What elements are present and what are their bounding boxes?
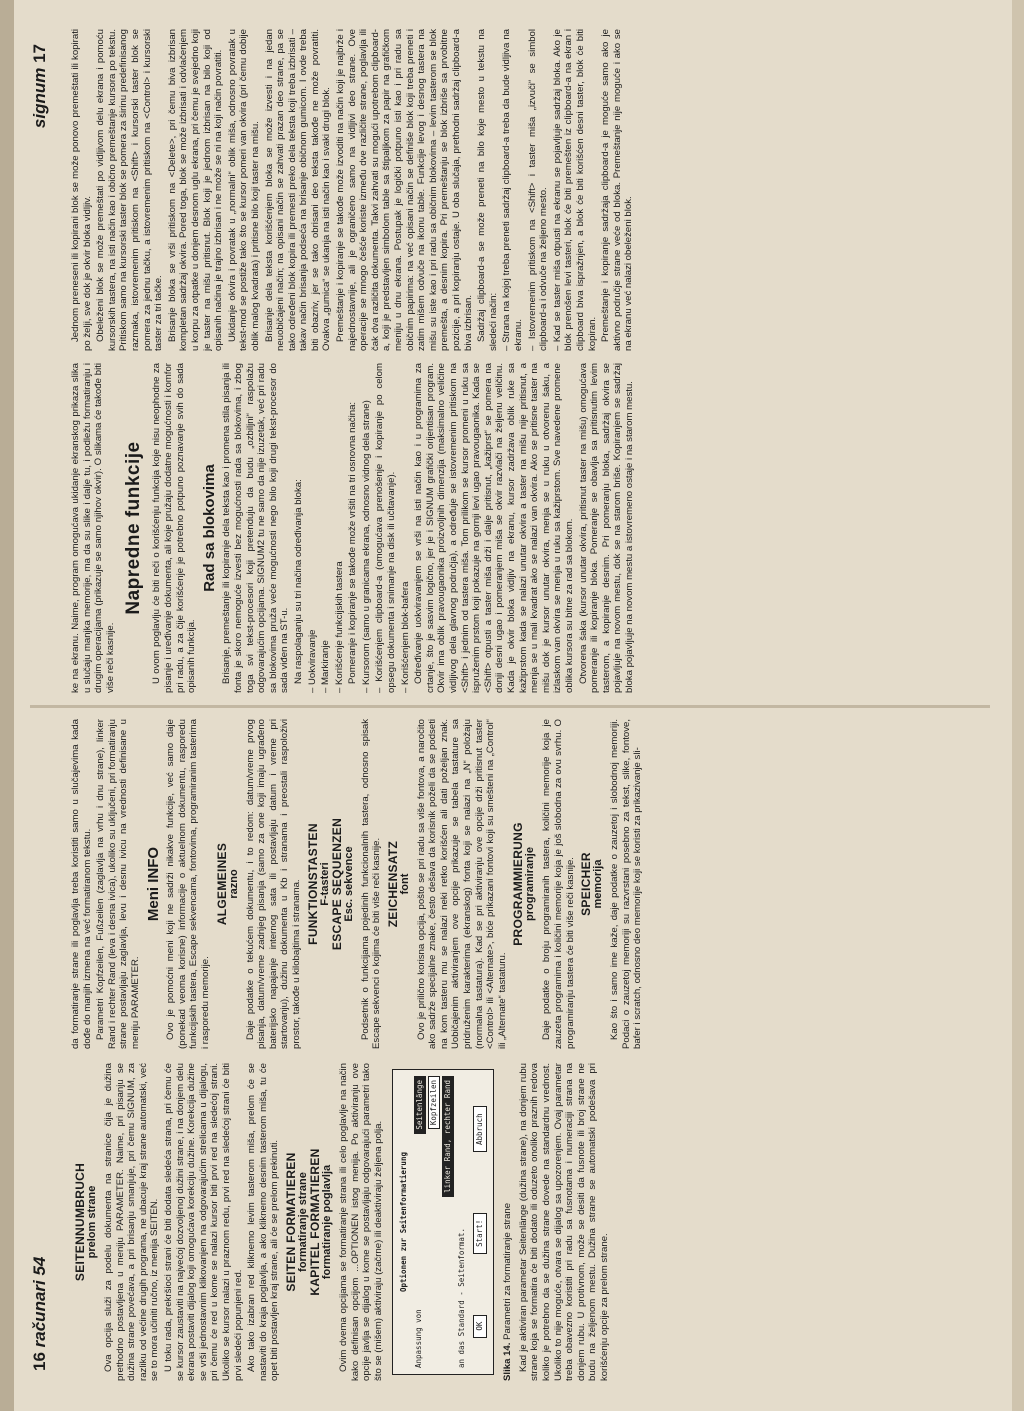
right-page — [70, 19, 950, 699]
dialog-row — [428, 1076, 440, 1368]
heading-subtitle: formatiranje poglavlja — [320, 1164, 333, 1280]
paragraph: Ovim dvema opcijama se formatiranje strana ili celo poglavlje na način kako definisan opcijom ...OPTIONEN istog menija. Po aktiviranju ove opcije javlja se dijalog u kome se postavljaju odgovarajući parametri tako što se (mišem) aktiviraju (začrne) ili deaktiviraju željena polja. — [337, 1063, 384, 1381]
heading-title: SPEICHER — [579, 852, 594, 916]
paragraph: U ovom poglavlju će biti reči o korišćenju funkcija koje nisu neophodne za pisanje i uređivanje dokumenta, ali koje pružaju dodatne mogućnosti i komfor pri radu, a za čije korišćenje je potrebno potpuno poznavanje svih do sada opisanih funkcija. — [151, 363, 198, 693]
heading-title: ESCAPE SEQUENZEN — [329, 817, 344, 951]
chapter-heading: Napredne funkcije — [123, 441, 145, 615]
paragraph: Kad je aktiviran parametar Seitenlänge (dužina strane), na donjem rubu strane koja se formatira će biti dodato ili oduzeto onoliko praznih redova koliko je potrebno da se dužina strane dovede na standardnu vrednost. Ukoliko to nije moguće, otvara se dijalog sa upozorenjem. Ovaj parametar treba obavezno koristiti pri radu sa fusnotama i numeraciji strana na donjem rubu. U protivnom, može se desiti da fusnote ili broj strane ne budu na željenom mestu. Dužina strane se automatski podešava pri korišćenju opcije za prelom strane. — [517, 1063, 611, 1381]
right-page-number: 17 — [30, 44, 49, 63]
section-heading: Meni INFO — [144, 846, 162, 922]
section-heading — [74, 1063, 98, 1381]
right-col-2 — [70, 29, 950, 351]
paragraph: Ova opcija služi za podelu dokumenta na stranice čija je dužina prethodno postavljena u meniju PARAMETER. Naime, pri pisanju se dužina strane povećava, a pri brisanju smanjuje, pri čemu SIGNUM, za razliku od većine drugih programa, ne ubacuje kraj strane automatski, već se to mora učiniti ručno, iz menija SEITEN. — [103, 1063, 161, 1381]
paragraph: Kao što i samo ime kaže, daje podatke o zauzetoj i slobodnoj memoriji. Podaci o zauzetoj memoriji su razvrstani posebno za tekst, slike, fontove, bafer i scratch, odnosno deo memorije koji se koristi za prikazivanje sli- — [609, 719, 644, 1049]
list-item: – Markiranje — [320, 640, 332, 693]
paragraph: Parametri Kopfzeilen, Fußzeilen (zaglavlja na vrhu i dnu strane), linker Rand i rechter Rand (leva i desna ivica), ukoliko su uključeni, pri formatiranju strane postavljaju zaglavlja, levu i desnu ivicu na vrednosti definisane u meniju PARAMETER. — [95, 719, 141, 1049]
dialog-row — [442, 1076, 454, 1368]
paragraph: ke na ekranu. Naime, program omogućava ukidanje ekranskog prikaza slika u slučaju manjka memorije, ma da su slike i dalje tu, i podležu formatiranju i drugim operacijama (prikazuje se samo njihov okvir). O slikama će takođe biti više reči kasnije. — [70, 363, 116, 693]
paragraph: Brisanje dela teksta korišćenjem bloka se može izvesti i na jedan neuobičajeni način; na opisani način se zahvati prazan deo strane, pa se tako određeni blok kopira ili premesti preko dela teksta koji treba izbrisati – takav način brisanja podseća na brisanje običnom gumicom. I ovde treba biti obazriv, jer se tako obrisani deo teksta takođe ne može povratiti. Ovakva „gumica“ se ukanja na isti način kao i svaki drugi blok. — [263, 29, 333, 351]
paragraph: Ovo je prilično korisna opcija, pošto se pri radu sa više fontova, a naročito ako sadrže specijalne znake, često dešava da korisnik poželi da se podseti na kom tasteru mu se nalazi neki retko korišćen ali dati poželjan znak. Uobičajenim aktiviranjem ove opcije prikazuje se tabela tastature sa pridruženim karakterima (ekranskog) fonta koji se nalazi na „N“ položaju (normalna tastatura). Kad se pri aktiviranju ove opcije drži pritisnut taster <Control> ili <Alternate>, biće prikazani fontovi koji su smešteni na „Control“ ili „Alternate“ tastaturu. — [415, 719, 508, 1049]
paragraph: Brisanje, premeštanje ili kopiranje dela teksta kao i promena stila pisanja ili fonta je skoro nemoguće izvesti bez mogućnosti rada sa blokovima, i zbog toga svi tekst-procesori koji pretenduju da budu „ozbiljni“ raspolažu odgovarajućim opcijama. SIGNUM2 tu ne samo da nije izuzetak, već pri radu sa blokovima pruža veće mogućnosti nego bilo koji drugi tekst-procesor do sada viđen na ST-u. — [221, 363, 291, 693]
list-item: – Uokviravanje — [306, 629, 318, 693]
heading-title: SEITENNUMBRUCH — [73, 1162, 87, 1282]
dialog-start-button: Start! — [473, 1213, 487, 1254]
paragraph: Sadržaj clipboard-a se može preneti na bilo koje mesto u tekstu na sledeći način: — [476, 29, 499, 351]
caption-label: Slika 14. — [502, 1342, 514, 1381]
left-folio — [30, 1257, 50, 1371]
paragraph: Jednom preneseni ili kopirani blok se može ponovo premeštati ili kopirati po želji, sve dok je okvir bloka vidljiv. — [70, 29, 93, 351]
paragraph: Podsetnik o funkcijama pojedinih funkcionalnih tastera, odnosno spisak Escape sekvenci o kojima će biti više reči kasnije. — [359, 719, 383, 1049]
paragraph: U toku rada, prekršioci strani će biti dodata sledeća strana, pri čemu će se kursor zaustaviti na najvećoj dozvoljenoj dužini strane, i na donjem delu ekrana postaviti dijalog koji omogućava korekciju dužine. Korekcija dužine se vrši jednostavnim klikovanjem na odgovarajućim strelicama u dijalogu, pri čemu će red u kome se nalazi kursor biti prvi red na sledećoj strani. Ukoliko se kursor nalazi u praznom redu, prvi red na sledećoj strani će biti prvi sledeći popunjeni red. — [162, 1063, 244, 1381]
heading-title: SEITEN FORMATIEREN — [283, 1152, 298, 1292]
heading-subtitle: Esc. sekvence — [342, 846, 355, 922]
paragraph: Daje podatke o tekućem dokumentu, i to redom: datum/vreme prvog pisanja, datum/vreme zadnjeg pisanja (samo za one koji imaju ugrađeno baterijsko napajanje internog sata ili postavljaju datum i vreme pri startovanju), dužinu dokumenta u Kb i stranama i preostali raspoloživi prostor, takođe u kilobajtima i stranama. — [244, 719, 302, 1049]
paragraph: Otvorena šaka (kursor unutar okvira, pritisnut taster na mišu) omogućava pomeranje ili kopiranje bloka. Pomeranje se obavlja sa pritisnutim levim tasterom, a kopiranje desnim. Pri pomeranju bloka, sadržaj okvira se pojavljuje na novom mestu, dok se na starom briše. Kopiranjem se sadržaj bloka pojavljuje na novom mestu a istovremeno ostaje i na starom mestu. — [577, 363, 635, 693]
heading-subtitle: font — [398, 873, 411, 895]
list-item: – Istovremenim pritiskom na <Shift> i taster miša „izvuči“ se simbol clipboard-a i odvuče na željeno mesto. — [526, 29, 550, 351]
paragraph: Obeleženi blok se može premeštati po vidljivom delu ekrana i pomoću kursorskih tastera, na isti način kao i obično premeštanje kursora po tekstu. Pritiskom samo na kursorski taster blok se pomera za širinu predefinisanog razmaka, istovremenim pritiskom na <Shift> i kursorski taster blok se pomera za jednu tačku, a istovremenim pritiskom na <Control> i kursorski taster za tri tačke. — [95, 29, 165, 351]
heading-subtitle: programiranje — [524, 847, 537, 921]
heading-subtitle: prelom strane — [86, 1185, 98, 1259]
section-heading — [387, 719, 411, 1049]
dialog-option-kopfzeilen: Kopfzeilen — [428, 1076, 440, 1129]
paragraph: Pomeranje i kopiranje se takođe može vršiti na tri osnovna načina: — [347, 401, 359, 684]
right-col-1 — [70, 363, 950, 693]
dialog-note: an das Standard - Seitenformat. — [457, 1228, 467, 1368]
paragraph: da formatiranje strane ili poglavlja treba koristiti samo u slučajevima kada dođe do manjih izmena na već formatiranom tekstu. — [70, 719, 93, 1049]
paragraph: Određivanje uokviravanjem se vrši na isti način kao i u programima za crtanje, što je sasvim logično, jer je i SIGNUM grafički orijentisan program. Okvir ima oblik pravougaonika proizvoljnih dimenzija (maksimalno veličine vidljivog dela glavnog područja), a određuje se istovremenim pritiskom na <Shift> i jednim od tastera miša. Tom prilikom se kursor promeni u ruku sa ispruženim prstom koji pokazuje na gornji levi ugao pravougaonika. Kada se <Shift> otpusti a taster miša drži i dalje pritisnut, „kažiprst“ se pomera na donji desni ugao i pomeranjem miša se okvir razvlači na željenu veličinu. Kada je okvir bloka vidljiv na ekranu, kursor zadržava oblik ruke sa kažiprstom kada se nalazi unutar okvira a taster na mišu nije pritisnut, a menja se u mali kvadrat ako se nalazi van okvira. Ako se pritisne taster na mišu dok je kursor unutar okvira, menja se u ruku u otvorenu šaku, a izlaskom van okvira se menja u ruku sa kažiprstom. Sve navedene promene oblika kursora su bitne za rad sa blokom. — [413, 363, 575, 693]
heading-subtitle: memorija — [592, 859, 605, 909]
list-item: – Strana na kojoj treba preneti sadržaj clipboard-a treba da bude vidljiva na ekranu. — [501, 29, 524, 351]
paragraph: Brisanje bloka se vrši pritiskom na <Delete>, pri čemu biva izbrisan kompletan sadržaj okvira. Pored toga, blok se može izbrisati i odvlačenjem u korpu za otpatke u donjem desnom uglu ekrana, pri čemu je svejedno koji je taster na mišu pritisnut. Blok koji je jednom izbrisan na bilo koji od opisanih načina je trajno izbrisan i ne može se ni na koji način povratiti. — [166, 29, 225, 351]
list-item: – Korišćenje funkcijskih tastera — [333, 561, 345, 693]
list-item: – Korišćenjem clipboard-a (omogućava prenošenje i kopiranje po celom opsegu dokumenta i snimanje na disk ili učitavanje). — [374, 363, 398, 693]
dialog-abbruch-button: Abbruch — [473, 1106, 487, 1152]
list-item: – Korišćenjem blok-bafera — [399, 581, 411, 693]
heading-title: ZEICHENSATZ — [385, 840, 400, 928]
right-brand: signum — [30, 67, 49, 129]
page-edge-top — [0, 0, 14, 1411]
paragraph: Daje podatke o broju programiranih tastera, količini memorije koja je zauzeta programima i količini memorije koja je još slobodna za ovu svrhu. O programiranju tastera će biti više reči kasnije. — [541, 719, 576, 1049]
list-item: – Kursorom (samo u granicama ekrana, odnosno vidnog dela strane) — [360, 400, 372, 693]
heading-title: PROGRAMMIERUNG — [511, 822, 526, 946]
heading-title: ALGEMEINES — [214, 842, 229, 926]
dialog-row — [414, 1076, 426, 1368]
paragraph: Premeštanje i kopiranje sadržaja clipboard-a je moguće samo ako je aktivno područje strane veće od bloka. Premeštanje nije moguće i ako se na ekranu već nalazi obeleženi blok. — [600, 29, 635, 351]
right-folio — [30, 44, 50, 128]
heading-subtitle: formatiranje strane — [296, 1172, 309, 1272]
page-edge-bottom — [1012, 0, 1024, 1411]
section-heading — [285, 1063, 333, 1381]
center-fold — [30, 705, 990, 708]
paragraph: Premeštanje i kopiranje se takođe može izvoditi na način koji je najbrže i najednostavnije, ali je ograničeno samo na vidljivi deo strane. Ove operacije se mnogo češće koriste između dve različite strane, poglavlja ili čak dva različita dokumenta. Takvi zahvati su mogući upotrebom clipboard-a, koji je predstavljen simbolom table sa štipaljkom za papir na grafičkom meniju u dnu ekrana. Postupak je logički potpuno isti kao i pri radu sa običnim papirima: na već opisani način se definiše blok koji treba preneti i zatim mišem odvuče na ikonu table. Funkcije levog i desnog tastera na mišu su iste kao i pri radu sa običnim blokovima – levim tasterom se blok premešta, a desnim kopira. Pri premeštanju se blok izbriše sa prvobitne pozicije, a pri kopiranju ostaje. U oba slučaja, prethodni sadržaj clipboard-a biva izbrisan. — [335, 29, 474, 351]
section-heading — [216, 719, 240, 1049]
paragraph: Ovo je pomoćni meni koji ne sadrži nikakve funkcije, već samo daje (ponekad veoma korisne) informacije o aktuelnom dokumentu, rasporedu funkcijskih tastera, Escape sekvencama, fontovima, programiranim tasterima i rasporedu memorije. — [165, 719, 211, 1049]
caption-text: Parametri za formatiranje strane — [502, 1202, 514, 1340]
figure-caption — [502, 1063, 514, 1381]
paragraph: Na raspolaganju su tri načina određivanja bloka: — [292, 479, 304, 684]
seitenformat-dialog-figure — [392, 1069, 494, 1375]
heading-title: KAPITEL FORMATIEREN — [307, 1148, 322, 1296]
paragraph: Ako tako izabran red kliknemo levim tasterom miša, prelom će se nastaviti do kraja poglavlja, a ako kliknemo desnim tasterom miša, tu će opet biti postavljen kraj strane, ali će se prelom prekinuti. — [246, 1063, 281, 1381]
left-page-number: 16 — [30, 1352, 49, 1371]
section-heading — [580, 719, 604, 1049]
heading-subtitle: F-tasteri — [318, 862, 331, 906]
dialog-ok-button: OK — [473, 1315, 487, 1338]
list-item: – Kad se taster miša otpusti na ekranu se pojavljuje sadržaj bloka. Ako je blok prenošen levi tasteri, blok će biti premešten iz clipboard-a na ekran i clipboard biva ispražnjen, a blok će biti korišćen desni taster, blok će biti kopiran. — [551, 29, 598, 351]
dialog-option-seitenlaenge: Seitenlänge — [414, 1076, 426, 1134]
dialog-label: Anpassung von — [414, 1309, 424, 1368]
left-col-1 — [70, 1063, 950, 1381]
dialog-title: Optionen zur Seitenformatierung — [399, 1152, 409, 1292]
left-brand: računari 54 — [30, 1256, 49, 1348]
heading-title: FUNKTIONSTASTEN — [305, 823, 320, 945]
left-col-2 — [70, 719, 950, 1049]
section-heading — [307, 719, 355, 1049]
section-heading — [512, 719, 536, 1049]
dialog-buttons — [473, 1076, 487, 1368]
section-heading: Rad sa blokovima — [200, 464, 218, 592]
dialog-option-rand: linker Rand, rechter Rand — [442, 1076, 454, 1197]
left-page — [70, 711, 950, 1391]
paragraph: Ukidanje okvira i povratak u „normalni“ oblik miša, odnosno povratak u tekst-mod se postiže tako što se kursor pomeri van okvira (pri čemu dobije oblik malog kvadrata) i pritisne bilo koji taster na mišu. — [226, 29, 261, 351]
heading-subtitle: razno — [227, 869, 240, 899]
